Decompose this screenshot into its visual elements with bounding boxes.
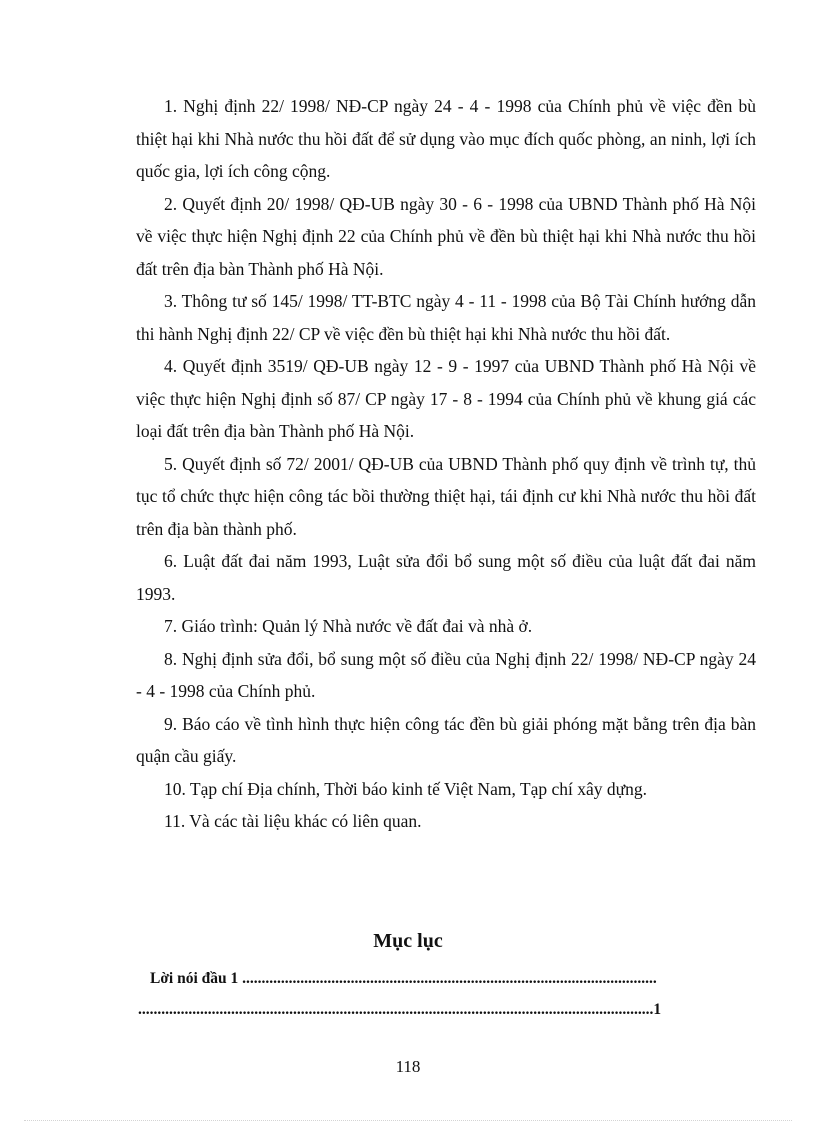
reference-item-5: 5. Quyết định số 72/ 2001/ QĐ-UB của UBND Thành phố quy định về trình tự, thủ tục tổ chức thực hiện công tác bồi thường thiệt hại, tái định cư khi Nhà nước thu hồi đất trên địa bàn thành phố.: [136, 453, 756, 539]
reference-item-7: 7. Giáo trình: Quản lý Nhà nước về đất đai và nhà ở.: [164, 616, 533, 636]
toc-entry-preface[interactable]: Lời nói đầu 1 ...........................................................................................................: [150, 970, 657, 987]
toc-entry-continuation[interactable]: .....................................................................................................................................1: [138, 1001, 662, 1018]
reference-item-6: 6. Luật đất đai năm 1993, Luật sửa đổi bổ sung một số điều của luật đất đai năm 1993.: [136, 551, 756, 604]
toc-title: Mục lục: [373, 930, 443, 952]
reference-item-8: 8. Nghị định sửa đổi, bổ sung một số điều của Nghị định 22/ 1998/ NĐ-CP ngày 24 - 4 - 1998 của Chính phủ.: [136, 648, 756, 701]
bottom-divider: [24, 1120, 792, 1121]
reference-item-11: 11. Và các tài liệu khác có liên quan.: [164, 811, 422, 831]
reference-list: [136, 90, 756, 838]
reference-item-2: 2. Quyết định 20/ 1998/ QĐ-UB ngày 30 - 6 - 1998 của UBND Thành phố Hà Nội về việc thực hiện Nghị định 22 của Chính phủ về đền bù thiệt hại khi Nhà nước thu hồi đất trên địa bàn Thành phố Hà Nội.: [136, 193, 756, 279]
reference-item-1: 1. Nghị định 22/ 1998/ NĐ-CP ngày 24 - 4 - 1998 của Chính phủ về việc đền bù thiệt hại khi Nhà nước thu hồi đất để sử dụng vào mục đích quốc phòng, an ninh, lợi ích quốc gia, lợi ích công cộng.: [136, 96, 756, 181]
reference-item-3: 3. Thông tư số 145/ 1998/ TT-BTC ngày 4 - 11 - 1998 của Bộ Tài Chính hướng dẫn thi hành Nghị định 22/ CP về việc đền bù thiệt hại khi Nhà nước thu hồi đất.: [136, 291, 756, 344]
reference-item-9: 9. Báo cáo về tình hình thực hiện công tác đền bù giải phóng mặt bằng trên địa bàn quận cầu giấy.: [136, 713, 756, 766]
reference-item-4: 4. Quyết định 3519/ QĐ-UB ngày 12 - 9 - 1997 của UBND Thành phố Hà Nội về việc thực hiện Nghị định số 87/ CP ngày 17 - 8 - 1994 của Chính phủ về khung giá các loại đất trên địa bàn Thành phố Hà Nội.: [136, 356, 756, 441]
page-number: 118: [395, 1057, 421, 1076]
reference-item-10: 10. Tạp chí Địa chính, Thời báo kinh tế Việt Nam, Tạp chí xây dựng.: [164, 778, 647, 799]
